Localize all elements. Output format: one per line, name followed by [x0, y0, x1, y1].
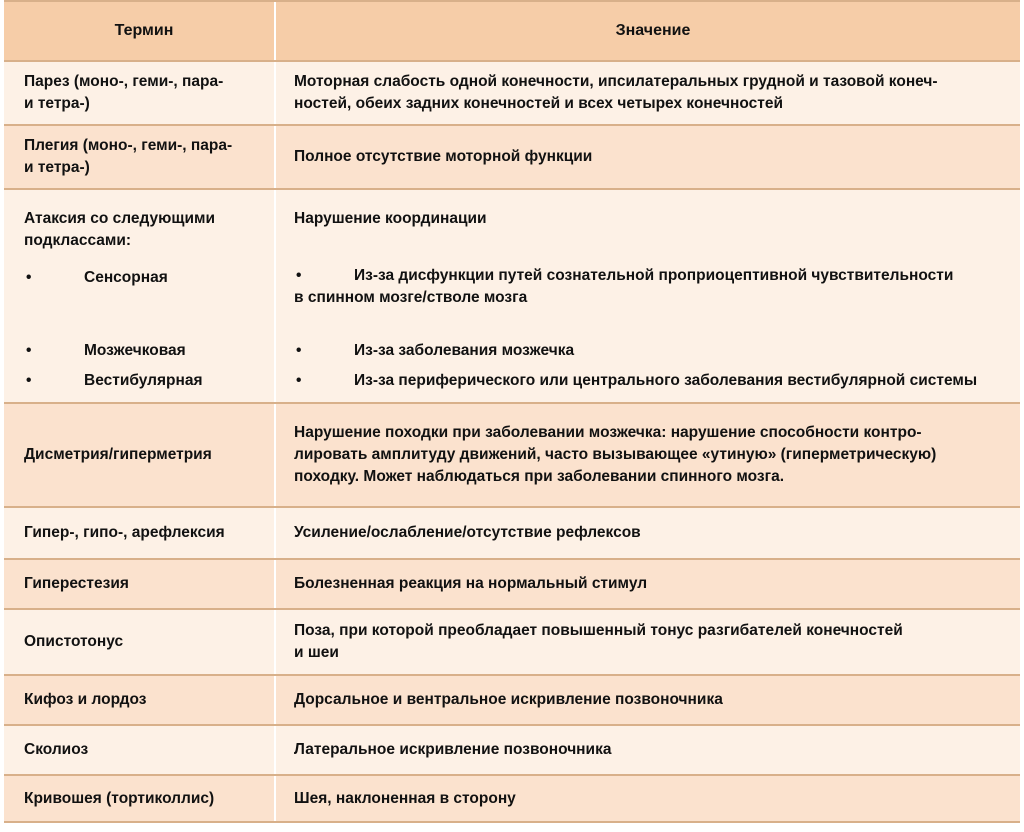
meaning-text: Поза, при которой преобладает повышенный тонус разгибателей конечностей	[294, 622, 903, 639]
meaning-cell	[276, 776, 1020, 821]
meaning-cell	[276, 404, 1020, 506]
meaning-text: Усиление/ослабление/отсутствие рефлексов	[294, 524, 641, 541]
subclass-meaning	[276, 340, 1020, 362]
meaning-text: Моторная слабость одной конечности, ипсилатеральных грудной и тазовой конеч-	[294, 73, 938, 90]
term-cell	[4, 508, 276, 558]
table-row	[4, 508, 1020, 560]
bullet-icon: •	[296, 372, 302, 389]
table-row	[4, 776, 1020, 823]
meaning-cell	[276, 126, 1020, 188]
meaning-text: Нарушение координации	[294, 210, 487, 227]
term-text: Плегия (моно-, геми-, пара-	[24, 137, 233, 154]
bullet-icon: •	[296, 267, 302, 284]
term-text: Кифоз и лордоз	[24, 691, 147, 708]
meaning-cell	[276, 508, 1020, 558]
meaning-text: Дорсальное и вентральное искривление позвоночника	[294, 691, 723, 708]
meaning-cell	[276, 726, 1020, 774]
subclass-term: Вестибулярная	[84, 372, 203, 389]
header-meaning-label: Значение	[615, 22, 691, 39]
term-text: подклассами:	[24, 232, 132, 249]
term-cell	[4, 560, 276, 608]
meaning-text: Из-за периферического или центрального заболевания вестибулярной системы	[354, 372, 978, 389]
meaning-cell	[276, 610, 1020, 674]
meaning-text: и шеи	[294, 644, 339, 661]
term-cell	[4, 190, 276, 402]
bullet-icon: •	[26, 342, 32, 359]
table-row	[4, 610, 1020, 676]
subclass-item	[4, 340, 274, 362]
term-cell	[4, 776, 276, 821]
term-cell	[4, 62, 276, 124]
table-row	[4, 126, 1020, 190]
subclass-item	[4, 370, 274, 392]
bullet-icon: •	[26, 269, 32, 286]
meaning-text: ностей, обеих задних конечностей и всех четырех конечностей	[294, 95, 783, 112]
subclass-term: Мозжечковая	[84, 342, 186, 359]
bullet-icon: •	[26, 372, 32, 389]
term-text: Дисметрия/гиперметрия	[24, 446, 212, 463]
table-row	[4, 726, 1020, 776]
subclass-meaning	[276, 370, 1020, 392]
meaning-text: Полное отсутствие моторной функции	[294, 148, 593, 165]
table-row	[4, 62, 1020, 126]
table-row	[4, 560, 1020, 610]
header-meaning	[276, 2, 1020, 60]
term-text: Атаксия со следующими	[24, 210, 216, 227]
term-cell	[4, 126, 276, 188]
term-text: Гиперестезия	[24, 575, 129, 592]
term-text: Сколиоз	[24, 741, 89, 758]
meaning-cell	[276, 560, 1020, 608]
meaning-text: в спинном мозге/стволе мозга	[294, 289, 528, 306]
table-row	[4, 404, 1020, 508]
bullet-icon: •	[296, 342, 302, 359]
header-term	[4, 2, 276, 60]
header-term-label: Термин	[114, 22, 174, 39]
table-row	[4, 676, 1020, 726]
term-cell	[4, 610, 276, 674]
meaning-text: лировать амплитуду движений, часто вызывающее «утиную» (гиперметрическую)	[294, 446, 937, 463]
term-cell	[4, 726, 276, 774]
term-text: Парез (моно-, геми-, пара-	[24, 73, 224, 90]
term-text: Опистотонус	[24, 633, 124, 650]
term-cell	[4, 676, 276, 724]
meaning-text: Болезненная реакция на нормальный стимул	[294, 575, 648, 592]
meaning-text: Нарушение походки при заболевании мозжечка: нарушение способности контро-	[294, 424, 922, 441]
term-text: и тетра-)	[24, 95, 90, 112]
meaning-text: Из-за дисфункции путей сознательной проприоцептивной чувствительности	[354, 267, 954, 284]
subclass-item	[4, 267, 274, 289]
terms-table	[4, 0, 1020, 823]
subclass-meaning	[276, 265, 1020, 309]
term-text: Кривошея (тортиколлис)	[24, 789, 215, 807]
table-header	[4, 2, 1020, 62]
meaning-text: Из-за заболевания мозжечка	[354, 342, 575, 359]
term-text: Гипер-, гипо-, арефлексия	[24, 524, 225, 541]
term-text: и тетра-)	[24, 159, 90, 176]
meaning-cell	[276, 190, 1020, 402]
subclass-term: Сенсорная	[84, 269, 168, 286]
meaning-text: походку. Может наблюдаться при заболевании спинного мозга.	[294, 468, 784, 485]
meaning-text: Латеральное искривление позвоночника	[294, 741, 612, 758]
meaning-cell	[276, 676, 1020, 724]
term-cell	[4, 404, 276, 506]
meaning-text: Шея, наклоненная в сторону	[294, 789, 516, 807]
table-row	[4, 190, 1020, 404]
meaning-cell	[276, 62, 1020, 124]
